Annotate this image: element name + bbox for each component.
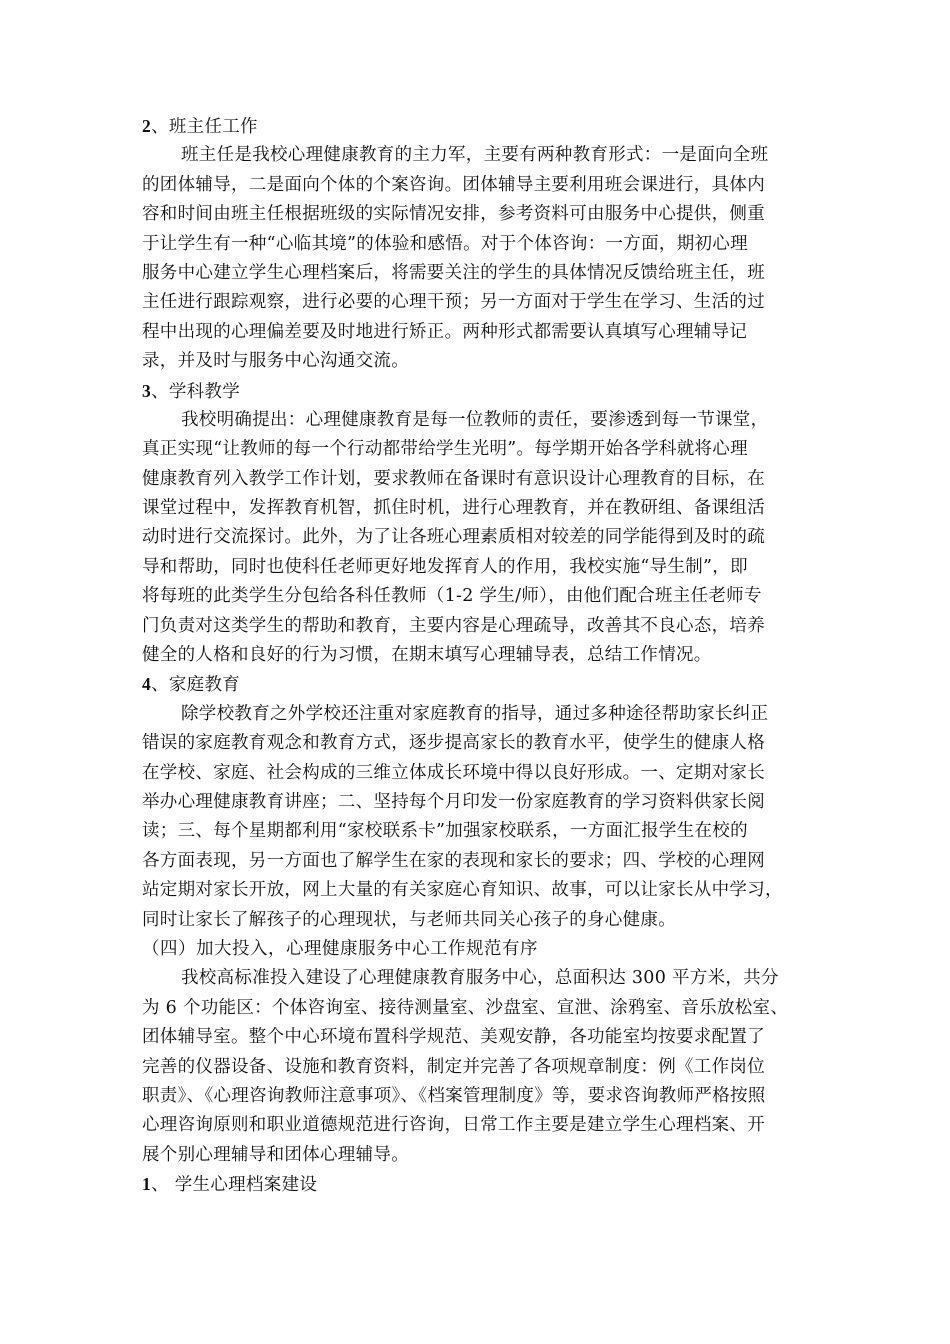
paragraph-line: 为 6 个功能区：个体咨询室、接待测量室、沙盘室、宣泄、涂鸦室、音乐放松室、	[142, 997, 789, 1018]
section-heading	[142, 935, 810, 964]
heading-text: 、班主任工作	[151, 117, 258, 137]
paragraph-line: 程中出现的心理偏差要及时地进行矫正。两种形式都需要认真填写心理辅导记	[142, 321, 748, 342]
section-heading	[142, 377, 810, 406]
section-heading	[142, 1170, 810, 1199]
paragraph-line: 班主任是我校心理健康教育的主力军，主要有两种教育形式：一是面向全班	[181, 145, 769, 166]
heading-number: 2	[142, 116, 152, 136]
paragraph-line: 门负责对这类学生的帮助和教育，主要内容是心理疏导，改善其不良心态，培养	[142, 615, 765, 636]
heading-text: 、 学生心理档案建设	[151, 1175, 318, 1196]
paragraph-line: 在学校、家庭、社会构成的三维立体成长环境中得以良好形成。一、定期对家长	[142, 762, 765, 783]
paragraph-line: 心理咨询原则和职业道德规范进行咨询，日常工作主要是建立学生心理档案、开	[142, 1115, 765, 1136]
heading-number: 4	[142, 674, 152, 695]
heading-number: 3	[142, 380, 152, 401]
section-heading	[142, 112, 810, 141]
paragraph-line: 职责》、《心理咨询教师注意事项》、《档案管理制度》等，要求咨询教师严格按照	[142, 1085, 766, 1106]
paragraph-line: 完善的仪器设备、设施和教育资料，制定并完善了各项规章制度：例《工作岗位	[142, 1056, 765, 1077]
paragraph-line: 于让学生有一种“心临其境”的体验和感悟。对于个体咨询：一方面，期初心理	[142, 233, 748, 254]
paragraph-line: 我校高标准投入建设了心理健康教育服务中心，总面积达 300 平方米，共分	[181, 968, 779, 989]
paragraph-line: 举办心理健康教育讲座；二、坚持每个月印发一份家庭教育的学习资料供家长阅	[142, 791, 765, 812]
paragraph-line: 导和帮助，同时也使科任老师更好地发挥育人的作用，我校实施“导生制”，即	[142, 556, 748, 577]
paragraph-line: 健全的人格和良好的行为习惯，在期末填写心理辅导表，总结工作情况。	[142, 645, 712, 666]
paragraph-line: 课堂过程中，发挥教育机智，抓住时机，进行心理教育，并在教研组、备课组活	[142, 498, 765, 519]
paragraph-line: 的团体辅导，二是面向个体的个案咨询。团体辅导主要利用班会课进行，具体内	[142, 174, 765, 195]
heading-text: 、学科教学	[151, 381, 241, 402]
heading-number: 1	[142, 1174, 152, 1195]
paragraph-line: 服务中心建立学生心理档案后，将需要关注的学生的具体情况反馈给班主任，班	[142, 262, 765, 283]
heading-text: 、家庭教育	[151, 675, 241, 696]
heading-text: （四）加大投入，心理健康服务中心工作规范有序	[142, 938, 538, 959]
paragraph-line: 将每班的此类学生分包给各科任教师（1-2 学生/师），由他们配合班主任老师专	[142, 586, 762, 607]
paragraph-line: 站定期对家长开放，网上大量的有关家庭心育知识、故事，可以让家长从中学习，	[142, 880, 783, 901]
paragraph-line: 团体辅导室。整个中心环境布置科学规范、美观安静，各功能室均按要求配置了	[142, 1027, 765, 1048]
paragraph-line: 错误的家庭教育观念和教育方式，逐步提高家长的教育水平，使学生的健康人格	[142, 733, 765, 754]
paragraph-line: 真正实现“让教师的每一个行动都带给学生光明”。每学期开始各学科就将心理	[142, 439, 748, 460]
paragraph-line: 录，并及时与服务中心沟通交流。	[142, 351, 409, 372]
paragraph-line: 主任进行跟踪观察，进行必要的心理干预；另一方面对于学生在学习、生活的过	[142, 292, 765, 313]
paragraph-line: 展个别心理辅导和团体心理辅导。	[142, 1144, 409, 1165]
section-heading	[142, 670, 810, 699]
paragraph-line: 读；三、每个星期都利用“家校联系卡”加强家校联系，一方面汇报学生在校的	[142, 821, 748, 842]
paragraph-line: 同时让家长了解孩子的心理现状，与老师共同关心孩子的身心健康。	[142, 909, 676, 930]
paragraph-line: 除学校教育之外学校还注重对家庭教育的指导，通过多种途径帮助家长纠正	[181, 703, 769, 724]
paragraph-line: 各方面表现，另一方面也了解学生在家的表现和家长的要求；四、学校的心理网	[142, 850, 765, 871]
paragraph-line: 容和时间由班主任根据班级的实际情况安排，参考资料可由服务中心提供，侧重	[142, 204, 765, 225]
document-page	[142, 112, 810, 1199]
paragraph-line: 健康教育列入教学工作计划，要求教师在备课时有意识设计心理教育的目标，在	[142, 468, 765, 489]
paragraph-line: 我校明确提出：心理健康教育是每一位教师的责任，要渗透到每一节课堂，	[181, 409, 769, 430]
paragraph-line: 动时进行交流探讨。此外，为了让各班心理素质相对较差的同学能得到及时的疏	[142, 527, 765, 548]
